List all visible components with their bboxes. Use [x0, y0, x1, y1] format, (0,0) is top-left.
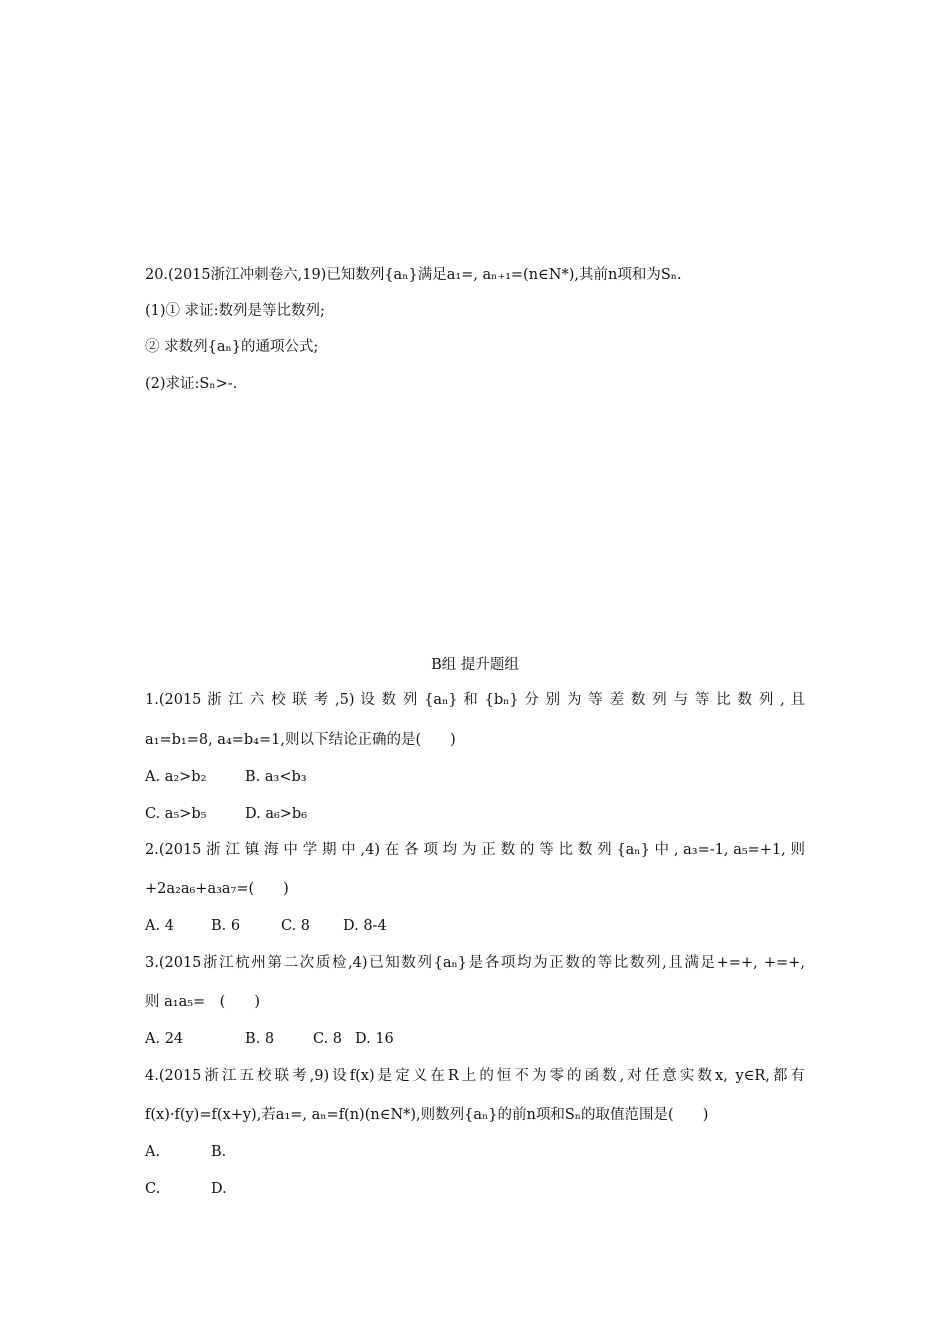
b3-options [145, 1029, 394, 1049]
b2-stem-line2: +2a₂a₆+a₃a₇=( ) [145, 881, 289, 897]
q20-part1: (1)① 求证:数列是等比数列; [145, 303, 325, 319]
b4-option-a: A. [145, 1144, 161, 1160]
b4-options-row2 [145, 1179, 227, 1199]
b1-option-a: A. a₂>b₂ [145, 769, 207, 785]
b3-stem-line1: 3.(2015浙江杭州第二次质检,4)已知数列{aₙ}是各项均为正数的等比数列,且满足+=+, +=+, [145, 955, 805, 971]
b2-option-a: A. 4 [145, 918, 174, 934]
b2-stem-line1: 2.(2015 浙 江 镇 海 中 学 期 中 ,4) 在 各 项 均 为 正 数 的 等 比 数 列 {aₙ} 中 , a₃=-1, a₅=+1, 则 [145, 842, 805, 858]
b2-option-b: B. 6 [211, 918, 241, 934]
b1-option-c: C. a₅>b₅ [145, 806, 207, 822]
b2-option-c: C. 8 [281, 918, 311, 934]
b4-options-row1 [145, 1142, 226, 1162]
section-title: B组 提升题组 [431, 657, 519, 673]
b3-stem-line2: 则 a₁a₅= ( ) [145, 994, 260, 1010]
b4-stem-line2: f(x)·f(y)=f(x+y),若a₁=, aₙ=f(n)(n∈N*),则数列{aₙ}的前n项和Sₙ的取值范围是( ) [145, 1107, 709, 1123]
b2-options [145, 916, 387, 936]
b1-option-b: B. a₃<b₃ [245, 769, 307, 785]
b1-option-d: D. a₆>b₆ [245, 806, 308, 822]
b4-option-c: C. [145, 1181, 161, 1197]
b1-stem-line2: a₁=b₁=8, a₄=b₄=1,则以下结论正确的是( ) [145, 732, 456, 748]
b4-stem-line1: 4.(2015浙江五校联考,9)设f(x)是定义在R上的恒不为零的函数,对任意实数x, y∈R,都有 [145, 1068, 805, 1084]
q20-stem: 20.(2015浙江冲刺卷六,19)已知数列{aₙ}满足a₁=, aₙ₊₁=(n∈N*),其前n项和为Sₙ. [145, 267, 682, 283]
b3-option-c: C. 8 [313, 1031, 343, 1047]
b4-option-b: B. [211, 1144, 227, 1160]
b3-option-d: D. 16 [355, 1031, 394, 1047]
b3-option-b: B. 8 [245, 1031, 275, 1047]
b2-option-d: D. 8-4 [343, 918, 387, 934]
b3-option-a: A. 24 [145, 1031, 184, 1047]
b1-options-row2 [145, 804, 307, 824]
q20-part1b: ② 求数列{aₙ}的通项公式; [145, 339, 319, 355]
q20-part2: (2)求证:Sₙ>-. [145, 376, 238, 392]
b1-options-row1 [145, 767, 307, 787]
b4-option-d: D. [211, 1181, 227, 1197]
b1-stem-line1: 1.(2015 浙 江 六 校 联 考 ,5) 设 数 列 {aₙ} 和 {bₙ} 分 别 为 等 差 数 列 与 等 比 数 列 , 且 [145, 692, 805, 708]
